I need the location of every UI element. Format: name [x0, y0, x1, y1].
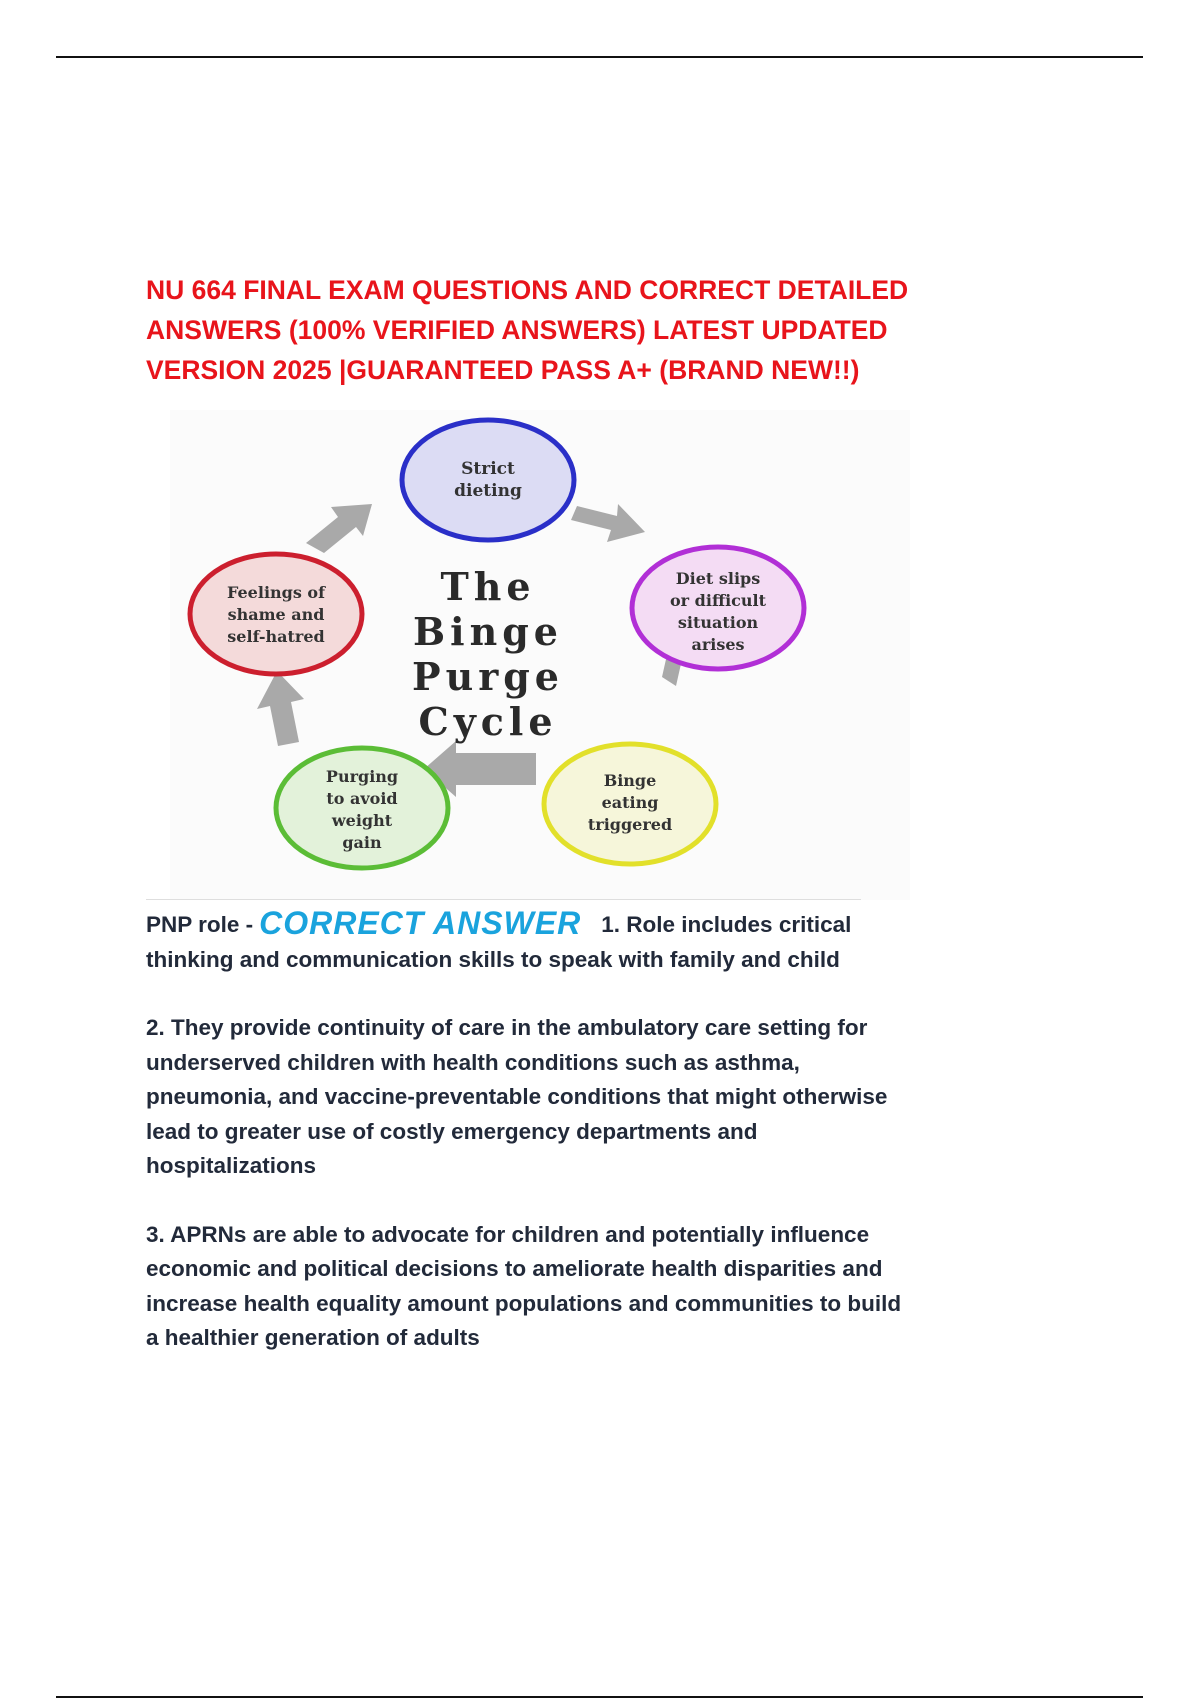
- center-title-line: The: [440, 564, 536, 609]
- divider: [146, 899, 861, 900]
- answer-text: hospitalizations: [146, 1153, 317, 1178]
- center-title-line: Cycle: [418, 699, 558, 744]
- document-title: [146, 270, 1106, 390]
- stage-feelings-of-shame: [190, 554, 362, 674]
- center-title-line: Purge: [412, 654, 564, 699]
- bottom-rule: [56, 1696, 1143, 1698]
- stage-label: or difficult: [670, 591, 766, 610]
- answer-paragraph-2: [146, 1011, 1106, 1184]
- stage-label: to avoid: [326, 789, 398, 808]
- stage-diet-slips: [632, 547, 804, 669]
- stage-label: Binge: [603, 771, 657, 790]
- stage-label: situation: [677, 613, 759, 632]
- answer-text: economic and political decisions to ameliorate health disparities and: [146, 1256, 883, 1281]
- title-line: VERSION 2025 |GUARANTEED PASS A+ (BRAND NEW!!): [146, 355, 860, 385]
- answer-text: increase health equality amount populations and communities to build: [146, 1290, 902, 1316]
- answer-paragraph-3: [146, 1218, 1106, 1356]
- stage-strict-dieting: [402, 420, 574, 540]
- stage-label: Purging: [325, 767, 399, 786]
- stage-label: eating: [601, 793, 659, 812]
- question-label: PNP role -: [146, 912, 254, 937]
- title-line: ANSWERS (100% VERIFIED ANSWERS) LATEST UPDATED: [146, 315, 888, 345]
- answer-text: underserved children with health conditions such as asthma,: [146, 1049, 800, 1075]
- correct-answer-tag: CORRECT ANSWER: [259, 905, 582, 941]
- stage-label: gain: [342, 833, 382, 852]
- answer-text: thinking and communication skills to speak with family and child: [146, 946, 840, 972]
- answer-paragraph-1: [146, 906, 1106, 977]
- title-line: NU 664 FINAL EXAM QUESTIONS AND CORRECT DETAILED: [146, 275, 909, 305]
- stage-label: arises: [691, 635, 745, 654]
- answer-text: 1. Role includes critical: [601, 912, 852, 937]
- answer-text: a healthier generation of adults: [146, 1325, 480, 1350]
- stage-label: weight: [331, 811, 393, 830]
- qa-section: [146, 906, 1106, 1390]
- answer-text: 2. They provide continuity of care in the ambulatory care setting for: [146, 1015, 868, 1040]
- stage-label: shame and: [227, 605, 325, 624]
- center-title-line: Binge: [413, 609, 563, 654]
- answer-text: pneumonia, and vaccine-preventable conditions that might otherwise: [146, 1084, 888, 1109]
- binge-purge-cycle-diagram: [170, 410, 910, 900]
- stage-binge-eating: [544, 744, 716, 864]
- stage-label: self-hatred: [227, 627, 325, 646]
- answer-text: lead to greater use of costly emergency departments and: [146, 1118, 758, 1144]
- top-rule: [56, 56, 1143, 58]
- stage-label: Strict: [461, 459, 515, 479]
- stage-label: dieting: [454, 481, 522, 501]
- answer-text: 3. APRNs are able to advocate for children and potentially influence: [146, 1221, 870, 1247]
- stage-purging: [276, 748, 448, 868]
- stage-label: triggered: [587, 815, 673, 834]
- stage-label: Diet slips: [675, 569, 761, 588]
- stage-label: Feelings of: [227, 583, 325, 602]
